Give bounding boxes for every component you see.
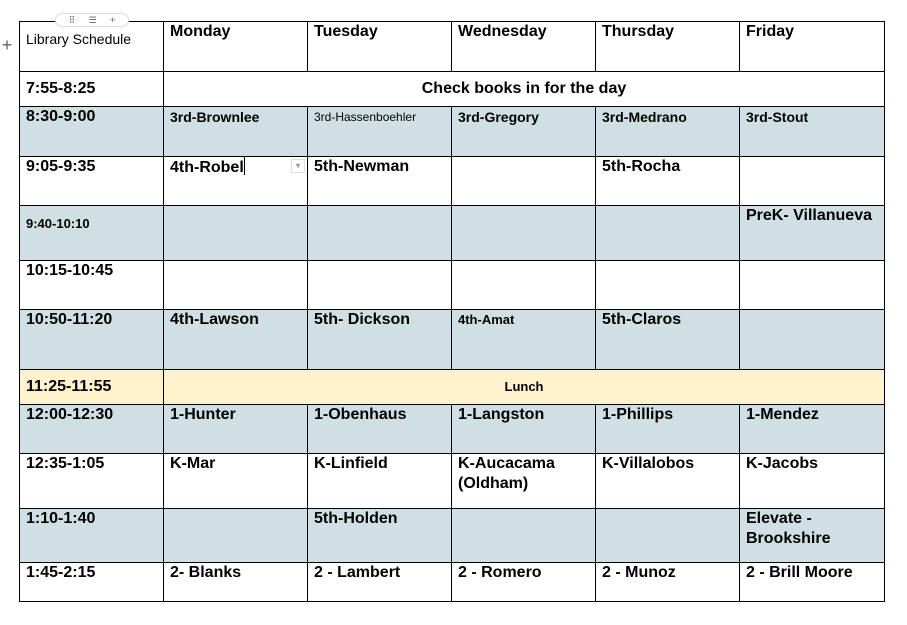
corner-label[interactable]: Library Schedule xyxy=(20,22,164,72)
schedule-cell[interactable]: 2 - Brill Moore xyxy=(740,563,885,602)
day-header[interactable]: Monday xyxy=(164,22,308,72)
schedule-cell[interactable] xyxy=(452,509,596,563)
time-cell[interactable]: 12:00-12:30 xyxy=(20,405,164,454)
table-row xyxy=(20,72,885,107)
table-row xyxy=(20,405,885,454)
library-schedule-table xyxy=(19,21,885,602)
schedule-cell[interactable] xyxy=(740,310,885,370)
schedule-cell[interactable]: 2 - Romero xyxy=(452,563,596,602)
schedule-cell[interactable]: 5th-Holden xyxy=(308,509,452,563)
table-row xyxy=(20,157,885,206)
schedule-cell[interactable]: Elevate - Brookshire xyxy=(740,509,885,563)
table-row xyxy=(20,563,885,602)
table-row xyxy=(20,509,885,563)
schedule-cell[interactable]: 1-Langston xyxy=(452,405,596,454)
table-row xyxy=(20,206,885,261)
schedule-cell[interactable]: 2- Blanks xyxy=(164,563,308,602)
day-header[interactable]: Wednesday xyxy=(452,22,596,72)
schedule-cell[interactable]: 5th-Rocha xyxy=(596,157,740,206)
schedule-cell[interactable]: 5th-Claros xyxy=(596,310,740,370)
schedule-cell[interactable]: 3rd-Stout xyxy=(740,107,885,157)
schedule-cell[interactable]: PreK- Villanueva xyxy=(740,206,885,261)
time-cell[interactable]: 1:10-1:40 xyxy=(20,509,164,563)
day-header[interactable]: Tuesday xyxy=(308,22,452,72)
cell-text: 4th-Robel xyxy=(170,159,244,176)
table-row xyxy=(20,310,885,370)
time-cell[interactable]: 7:55-8:25 xyxy=(20,72,164,107)
schedule-cell[interactable]: 2 - Lambert xyxy=(308,563,452,602)
schedule-cell[interactable]: 2 - Munoz xyxy=(596,563,740,602)
schedule-cell[interactable] xyxy=(452,206,596,261)
schedule-cell[interactable]: 4th-Amat xyxy=(452,310,596,370)
schedule-cell[interactable] xyxy=(308,206,452,261)
schedule-cell[interactable] xyxy=(740,157,885,206)
time-cell[interactable]: 11:25-11:55 xyxy=(20,370,164,405)
table-row xyxy=(20,454,885,509)
table-toolbar[interactable] xyxy=(55,13,129,27)
schedule-cell[interactable]: K-Linfield xyxy=(308,454,452,509)
schedule-cell[interactable] xyxy=(164,206,308,261)
schedule-cell[interactable] xyxy=(164,157,308,206)
schedule-cell[interactable] xyxy=(596,261,740,310)
drag-handle-icon[interactable]: ⠿ xyxy=(68,15,76,25)
lunch-cell[interactable]: Lunch xyxy=(164,370,885,405)
schedule-cell[interactable] xyxy=(740,261,885,310)
time-cell[interactable]: 10:50-11:20 xyxy=(20,310,164,370)
plus-icon[interactable]: + xyxy=(110,15,116,25)
schedule-cell[interactable]: 1-Obenhaus xyxy=(308,405,452,454)
schedule-cell[interactable]: K-Aucacama (Oldham) xyxy=(452,454,596,509)
text-cursor xyxy=(244,157,245,175)
time-cell[interactable]: 1:45-2:15 xyxy=(20,563,164,602)
time-cell[interactable]: 9:05-9:35 xyxy=(20,157,164,206)
chevron-down-icon[interactable]: ▾ xyxy=(291,159,305,173)
schedule-cell[interactable]: 3rd-Hassenboehler xyxy=(308,107,452,157)
schedule-cell[interactable]: 5th- Dickson xyxy=(308,310,452,370)
schedule-cell[interactable]: 5th-Newman xyxy=(308,157,452,206)
merged-cell[interactable]: Check books in for the day xyxy=(164,72,885,107)
schedule-cell[interactable] xyxy=(452,157,596,206)
table-row xyxy=(20,370,885,405)
time-cell[interactable]: 9:40-10:10 xyxy=(20,206,164,261)
schedule-cell[interactable]: 3rd-Gregory xyxy=(452,107,596,157)
table-row xyxy=(20,261,885,310)
schedule-cell[interactable]: 3rd-Brownlee xyxy=(164,107,308,157)
schedule-cell[interactable] xyxy=(596,206,740,261)
schedule-cell[interactable]: 1-Phillips xyxy=(596,405,740,454)
schedule-cell[interactable]: 1-Mendez xyxy=(740,405,885,454)
schedule-cell[interactable] xyxy=(596,509,740,563)
time-cell[interactable]: 10:15-10:45 xyxy=(20,261,164,310)
schedule-cell[interactable] xyxy=(452,261,596,310)
schedule-cell[interactable] xyxy=(308,261,452,310)
schedule-cell[interactable] xyxy=(164,261,308,310)
add-row-icon[interactable]: + xyxy=(1,35,13,55)
table-row xyxy=(20,107,885,157)
schedule-cell[interactable]: K-Mar xyxy=(164,454,308,509)
schedule-cell[interactable]: K-Jacobs xyxy=(740,454,885,509)
time-cell[interactable]: 12:35-1:05 xyxy=(20,454,164,509)
schedule-cell[interactable]: 3rd-Medrano xyxy=(596,107,740,157)
schedule-cell[interactable] xyxy=(164,509,308,563)
time-cell[interactable]: 8:30-9:00 xyxy=(20,107,164,157)
schedule-cell[interactable]: K-Villalobos xyxy=(596,454,740,509)
day-header[interactable]: Thursday xyxy=(596,22,740,72)
schedule-cell[interactable]: 4th-Lawson xyxy=(164,310,308,370)
header-row xyxy=(20,22,885,72)
schedule-cell[interactable]: 1-Hunter xyxy=(164,405,308,454)
sort-icon[interactable]: ☰ xyxy=(88,15,97,25)
day-header[interactable]: Friday xyxy=(740,22,885,72)
